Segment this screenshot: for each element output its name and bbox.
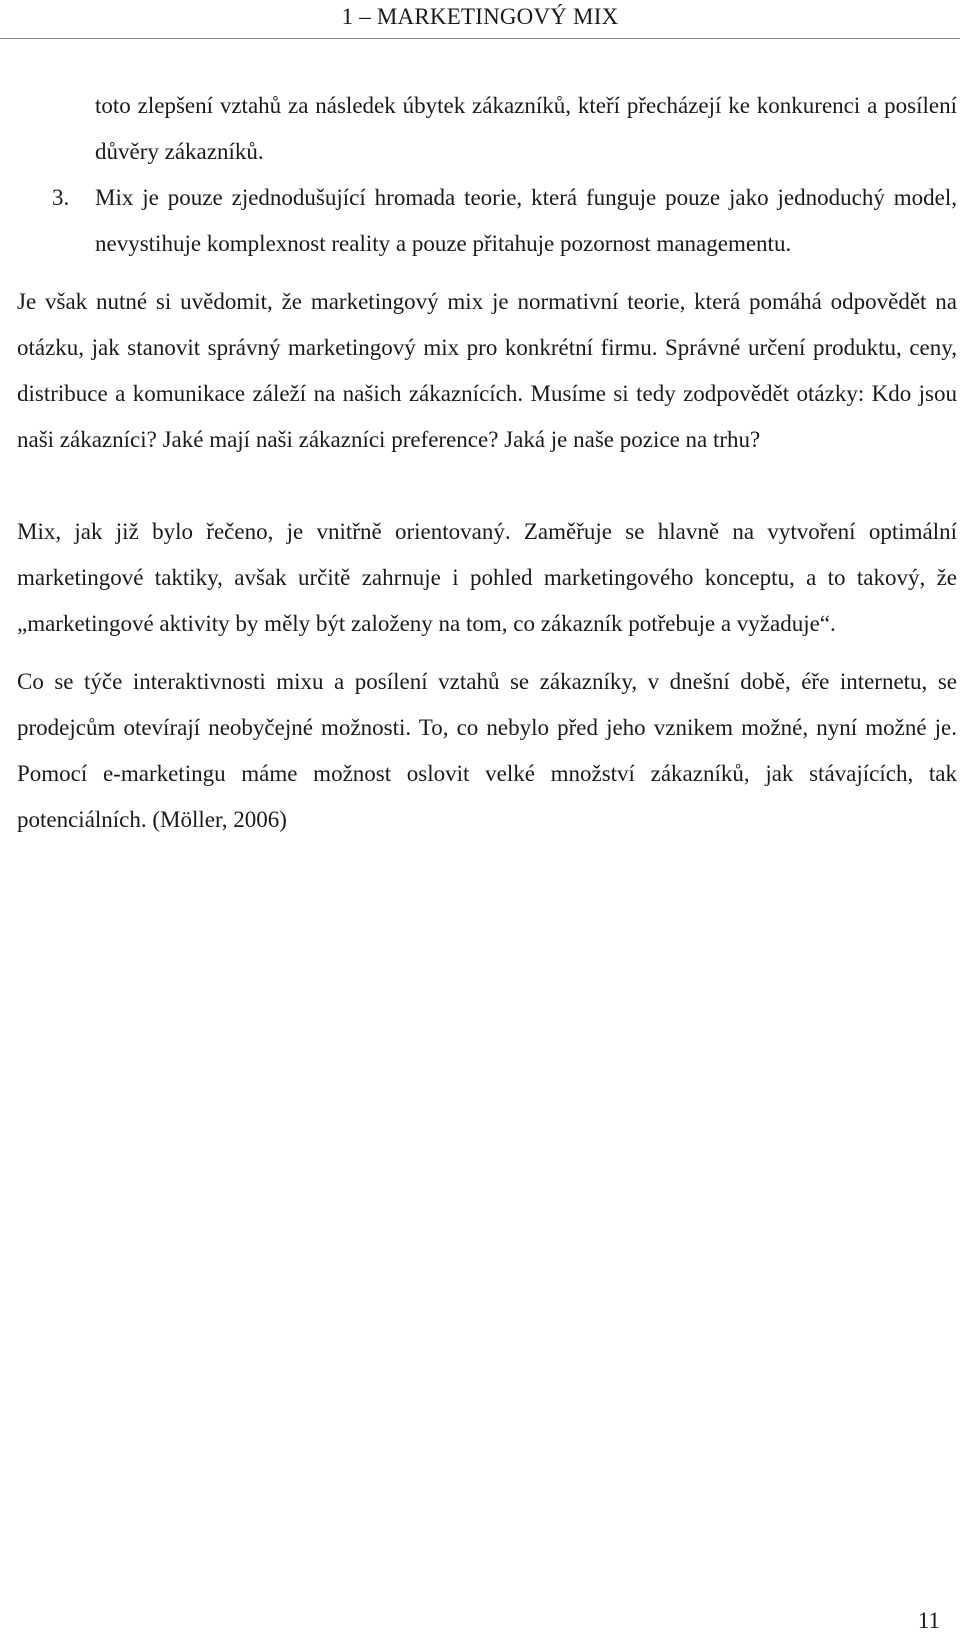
paragraph-interactivity: Co se týče interaktivnosti mixu a posílení vztahů se zákazníky, v dnešní době, éře internetu, se prodejcům otevírají neobyčejné možnosti. To, co nebylo před jeho vznikem možné, nyní možné je. Pomocí e-marketingu máme možnost oslovit velké množství zákazníků, jak stávajících, tak potenciálních. (Möller, 2006) bbox=[17, 669, 957, 832]
paragraph-normative-theory: Je však nutné si uvědomit, že marketingový mix je normativní teorie, která pomáhá odpovědět na otázku, jak stanovit správný marketingový mix pro konkrétní firmu. Správné určení produktu, ceny, distribuce a komunikace záleží na našich zákaznících. Musíme si tedy zodpovědět otázky: Kdo jsou naši zákazníci? Jaké mají naši zákazníci preference? Jaká je naše pozice na trhu? bbox=[17, 289, 957, 452]
running-header bbox=[0, 0, 960, 39]
paragraph-mix-orientation: Mix, jak již bylo řečeno, je vnitřně orientovaný. Zaměřuje se hlavně na vytvoření optimální marketingové taktiky, avšak určitě zahrnuje i pohled marketingového konceptu, a to takový, že „marketingové aktivity by měly být založeny na tom, co zákazník potřebuje a vyžaduje“. bbox=[17, 519, 957, 636]
chapter-title: 1 – MARKETINGOVÝ MIX bbox=[341, 4, 619, 29]
page-body bbox=[17, 83, 957, 843]
list-item-3 bbox=[17, 175, 957, 267]
page-number: 11 bbox=[917, 1608, 940, 1633]
list-item-number: 3. bbox=[52, 185, 70, 210]
list-item-text: Mix je pouze zjednodušující hromada teorie, která funguje pouze jako jednoduchý model, nevystihuje komplexnost reality a pouze přitahuje pozornost managementu. bbox=[95, 185, 957, 256]
list-continuation-text: toto zlepšení vztahů za následek úbytek zákazníků, kteří přecházejí ke konkurenci a posílení důvěry zákazníků. bbox=[95, 93, 957, 164]
